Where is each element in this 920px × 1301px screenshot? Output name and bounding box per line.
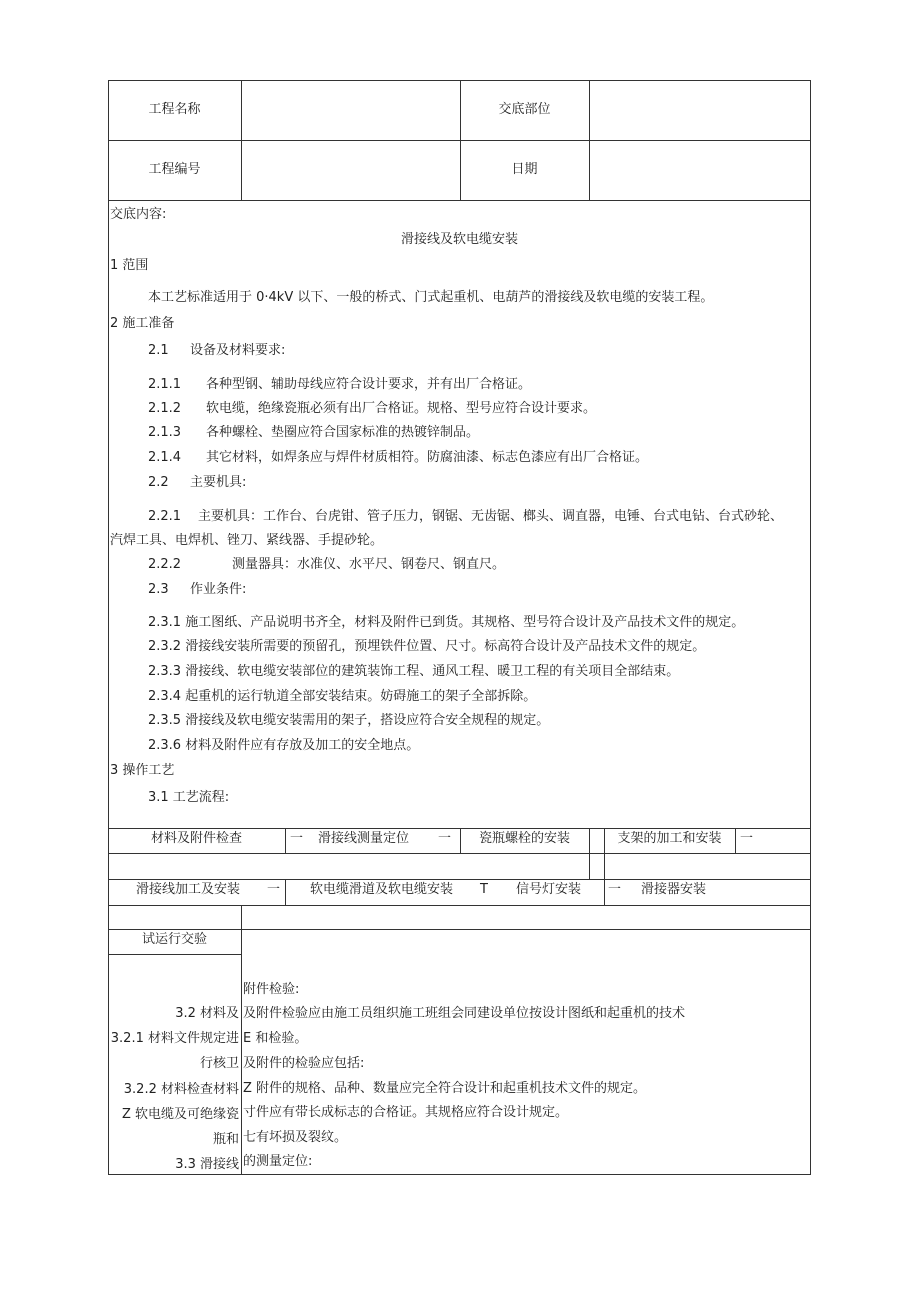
grid-line <box>108 853 811 854</box>
flow-step-line-positioning: 滑接线测量定位 <box>318 831 410 846</box>
section-2-1-1-number: 2.1.1 <box>148 377 182 392</box>
flow-connector-t: T <box>480 882 488 897</box>
grid-line <box>108 954 241 955</box>
left-fragment-6: 瓶和 <box>212 1132 239 1147</box>
section-2-3-4: 2.3.4 起重机的运行轨道全部安装结束。妨碍施工的架子全部拆除。 <box>148 689 537 704</box>
right-fragment-7: 七有坏损及裂纹。 <box>243 1130 348 1145</box>
flow-arrow: 一 <box>438 831 452 846</box>
project-name-label: 工程名称 <box>148 102 201 117</box>
handover-location-label: 交底部位 <box>498 102 551 117</box>
flow-arrow: 一 <box>267 882 281 897</box>
grid-line <box>604 879 605 905</box>
section-3-heading: 3 操作工艺 <box>110 763 175 778</box>
grid-line <box>241 80 242 200</box>
right-fragment-1: 附件检验: <box>243 982 300 997</box>
section-2-1-2-number: 2.1.2 <box>148 401 182 416</box>
flow-arrow: 一 <box>290 831 304 846</box>
content-label: 交底内容: <box>110 207 167 222</box>
section-2-2-1-text: 主要机具：工作台、台虎钳、管子压力，钢锯、无齿锯、榔头、调直器，电锤、台式电钻、台式砂轮、 <box>198 509 784 524</box>
section-3-1-heading: 3.1 工艺流程: <box>148 790 230 805</box>
flow-step-signal-light: 信号灯安装 <box>516 882 582 897</box>
date-label: 日期 <box>511 162 538 177</box>
flow-step-material-check: 材料及附件检查 <box>150 831 242 846</box>
section-2-1-3-number: 2.1.3 <box>148 425 182 440</box>
left-fragment-4: 3.2.2 材料检查材料 <box>123 1082 239 1097</box>
grid-line <box>241 905 242 1175</box>
section-2-heading: 2 施工准备 <box>110 316 175 331</box>
section-1-paragraph: 本工艺标准适用于 0·4kV 以下、一般的桥式、门式起重机、电葫芦的滑接线及软电缆的安装工程。 <box>148 290 714 305</box>
section-2-1-4-text: 其它材料，如焊条应与焊件材质相符。防腐油漆、标志色漆应有出厂合格证。 <box>206 450 649 465</box>
section-2-1-3-text: 各种螺栓、垫圈应符合国家标准的热镀锌制品。 <box>206 425 480 440</box>
left-fragment-2: 3.2.1 材料文件规定进 <box>110 1031 239 1046</box>
grid-line <box>589 80 590 200</box>
section-2-1-text: 设备及材料要求: <box>190 343 286 358</box>
section-2-1-1-text: 各种型钢、辅助母线应符合设计要求，并有出厂合格证。 <box>206 377 532 392</box>
grid-line <box>108 905 811 906</box>
right-fragment-3: E 和检验。 <box>243 1031 308 1046</box>
section-2-2-2-number: 2.2.2 <box>148 557 182 572</box>
grid-line <box>285 879 286 905</box>
section-2-2-1-number: 2.2.1 <box>148 509 182 524</box>
right-fragment-2: 及附件检验应由施工员组织施工班组会同建设单位按设计图纸和起重机的技术 <box>243 1006 686 1021</box>
page-title: 滑接线及软电缆安装 <box>400 232 518 247</box>
section-2-1-4-number: 2.1.4 <box>148 450 182 465</box>
right-fragment-8: 的测量定位: <box>243 1154 313 1169</box>
section-2-2-2-text: 测量器具：水准仪、水平尺、钢卷尺、钢直尺。 <box>232 557 506 572</box>
grid-line <box>108 879 811 880</box>
section-2-3-5: 2.3.5 滑接线及软电缆安装需用的架子，搭设应符合安全规程的规定。 <box>148 713 550 728</box>
section-2-2-text: 主要机具: <box>190 475 247 490</box>
section-2-2-1-continued: 汽焊工具、电焊机、锉刀、紧线器、手提砂轮。 <box>110 533 384 548</box>
section-2-1-2-text: 软电缆，绝缘瓷瓶必须有出厂合格证。规格、型号应符合设计要求。 <box>206 401 597 416</box>
left-fragment-5: Z 软电缆及可绝缘瓷 <box>121 1107 239 1122</box>
section-2-1-number: 2.1 <box>148 343 169 358</box>
left-fragment-7: 3.3 滑接线 <box>175 1157 239 1172</box>
right-fragment-4: 及附件的检验应包括: <box>243 1056 365 1071</box>
section-2-3-6: 2.3.6 材料及附件应有存放及加工的安全地点。 <box>148 738 420 753</box>
flow-step-collector-install: 滑接器安装 <box>641 882 707 897</box>
grid-line <box>735 828 736 853</box>
section-2-3-2: 2.3.2 滑接线安装所需要的预留孔，预埋铁件位置、尺寸。标高符合设计及产品技术文件的规定。 <box>148 639 706 654</box>
flow-arrow: 一 <box>608 882 622 897</box>
grid-line <box>108 929 811 930</box>
section-2-3-1: 2.3.1 施工图纸、产品说明书齐全，材料及附件已到货。其规格、型号符合设计及产品技术文件的规定。 <box>148 615 745 630</box>
section-2-3-number: 2.3 <box>148 582 169 597</box>
grid-line <box>108 200 811 201</box>
left-fragment-3: 行核卫 <box>199 1056 239 1071</box>
section-2-3-text: 作业条件: <box>190 582 247 597</box>
right-fragment-6: 寸件应有带长成标志的合格证。其规格应符合设计规定。 <box>243 1105 569 1120</box>
grid-line <box>285 828 286 853</box>
flow-step-insulator-bolts: 瓷瓶螺栓的安装 <box>478 831 570 846</box>
grid-line <box>460 80 461 200</box>
section-1-heading: 1 范围 <box>110 258 149 273</box>
flow-step-trial-run: 试运行交验 <box>141 932 207 947</box>
project-no-label: 工程编号 <box>148 162 201 177</box>
flow-step-line-install: 滑接线加工及安装 <box>135 882 240 897</box>
section-2-2-number: 2.2 <box>148 475 169 490</box>
flow-step-bracket-install: 支架的加工和安装 <box>617 831 722 846</box>
left-fragment-1: 3.2 材料及 <box>175 1006 239 1021</box>
grid-line <box>589 828 590 879</box>
right-fragment-5: Z 附件的规格、品种、数量应完全符合设计和起重机技术文件的规定。 <box>243 1081 647 1096</box>
flow-arrow: 一 <box>740 831 754 846</box>
section-2-3-3: 2.3.3 滑接线、软电缆安装部位的建筑装饰工程、通风工程、暖卫工程的有关项目全部结束。 <box>148 664 680 679</box>
flow-step-cable-install: 软电缆滑道及软电缆安装 <box>310 882 454 897</box>
